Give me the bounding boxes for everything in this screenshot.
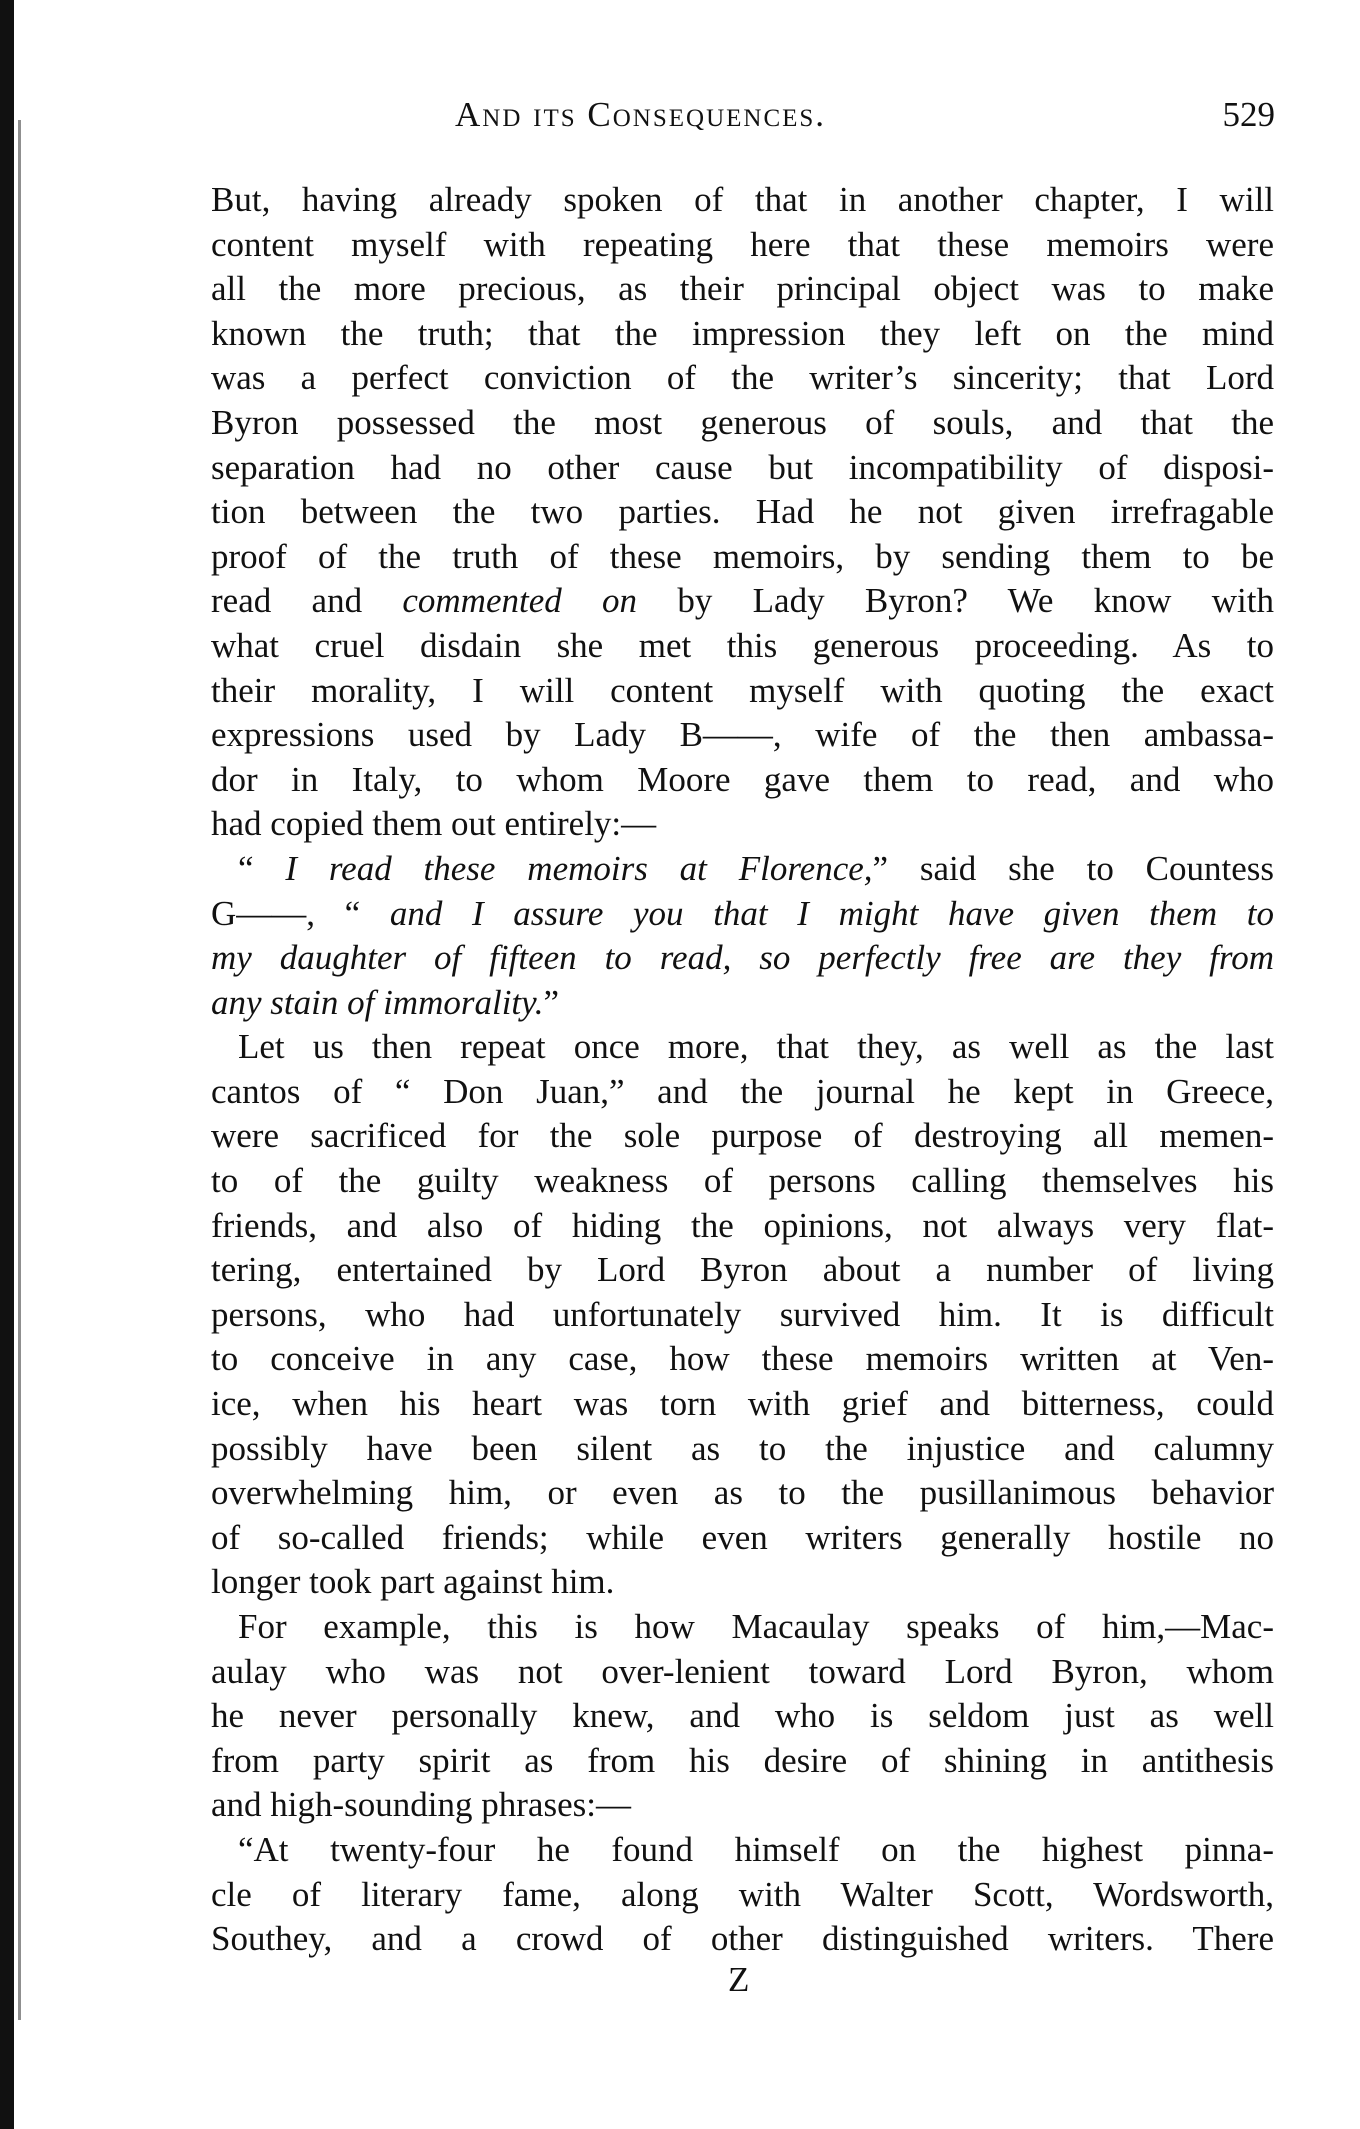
italic-text: I read these memoirs at Florence,: [285, 848, 873, 888]
text-line: [211, 1560, 1274, 1605]
text-segment: friends, and also of hiding the opinions, not always very flat-: [211, 1205, 1274, 1245]
text-segment: from party spirit as from his desire of shining in antithesis: [211, 1740, 1274, 1780]
text-segment: had copied them out entirely:—: [211, 804, 657, 844]
text-segment: persons, who had unfortunately survived him. It is difficult: [211, 1294, 1274, 1334]
text-line: [211, 713, 1274, 758]
text-segment: cle of literary fame, along with Walter Scott, Wordsworth,: [211, 1874, 1274, 1914]
text-line: [211, 1471, 1274, 1516]
text-line: [211, 1114, 1274, 1159]
text-segment: “At twenty-four he found himself on the highest pinna-: [238, 1829, 1274, 1869]
text-line: [211, 1025, 1274, 1070]
text-line: [211, 892, 1274, 937]
text-segment: For example, this is how Macaulay speaks of him,—Mac-: [238, 1607, 1274, 1646]
text-segment: proof of the truth of these memoirs, by sending them to be: [211, 536, 1274, 576]
text-segment: and high-sounding phrases:—: [211, 1785, 631, 1825]
text-line: [211, 178, 1274, 223]
text-line: [211, 1873, 1274, 1918]
text-line: [211, 1159, 1274, 1204]
text-line: [211, 1605, 1274, 1650]
text-line: [211, 1694, 1274, 1739]
text-line: [211, 1337, 1274, 1382]
text-segment: their morality, I will content myself with quoting the exact: [211, 670, 1274, 710]
text-segment: was a perfect conviction of the writer’s sincerity; that Lord: [211, 358, 1274, 398]
text-segment: G——, “: [211, 893, 390, 933]
text-line: [211, 1204, 1274, 1249]
text-segment: tering, entertained by Lord Byron about a number of living: [211, 1250, 1274, 1290]
text-segment: read and: [211, 581, 403, 621]
text-line: [211, 669, 1274, 714]
text-segment: dor in Italy, to whom Moore gave them to read, and who: [211, 759, 1274, 799]
text-line: [211, 1427, 1274, 1472]
italic-text: my daughter of fifteen to read, so perfectly free are they from: [211, 938, 1274, 978]
text-segment: overwhelming him, or even as to the pusillanimous behavior: [211, 1473, 1274, 1513]
text-line: [211, 1739, 1274, 1784]
text-line: [211, 446, 1274, 491]
text-segment: cantos of “ Don Juan,” and the journal he kept in Greece,: [211, 1071, 1274, 1111]
italic-text: and I assure you that I might have given them to: [389, 893, 1274, 933]
text-segment: “: [238, 848, 286, 888]
book-binding-edge: [0, 0, 14, 2129]
text-line: [211, 1248, 1274, 1293]
text-segment: Let us then repeat once more, that they, as well as the last: [238, 1027, 1274, 1067]
text-line: [211, 1516, 1274, 1561]
text-segment: possibly have been silent as to the injustice and calumny: [211, 1428, 1274, 1468]
text-segment: ” said she to Countess: [872, 848, 1275, 888]
text-line: [211, 1917, 1274, 1962]
text-segment: ice, when his heart was torn with grief and bitterness, could: [211, 1384, 1274, 1424]
text-segment: by Lady Byron? We know with: [637, 581, 1274, 621]
text-line: [211, 312, 1274, 357]
text-segment: Southey, and a crowd of other distinguished writers. There: [211, 1919, 1274, 1959]
text-segment: tion between the two parties. Had he not given irrefragable: [211, 492, 1274, 532]
text-line: [211, 401, 1274, 446]
text-segment: to conceive in any case, how these memoirs written at Ven-: [211, 1339, 1274, 1379]
text-line: [211, 579, 1274, 624]
text-line: [211, 1650, 1274, 1695]
text-line: [211, 1783, 1274, 1828]
text-line: [211, 1293, 1274, 1338]
text-line: [211, 490, 1274, 535]
text-line: [211, 1828, 1274, 1873]
text-segment: aulay who was not over-lenient toward Lord Byron, whom: [211, 1651, 1274, 1691]
page-number: 529: [1222, 95, 1275, 134]
italic-text: any stain of immorality.: [211, 982, 544, 1022]
text-line: [211, 267, 1274, 312]
text-segment: known the truth; that the impression they left on the mind: [211, 313, 1274, 353]
book-binding-shadow: [18, 120, 21, 2020]
text-line: [211, 535, 1274, 580]
text-line: [211, 624, 1274, 669]
text-line: [211, 758, 1274, 803]
text-segment: what cruel disdain she met this generous proceeding. As to: [211, 625, 1274, 665]
italic-text: commented on: [402, 581, 638, 621]
text-segment: he never personally knew, and who is seldom just as well: [211, 1696, 1274, 1736]
text-line: [211, 936, 1274, 981]
body-text: [211, 178, 1274, 1962]
text-segment: to of the guilty weakness of persons calling themselves his: [211, 1161, 1274, 1201]
text-segment: ”: [543, 982, 560, 1022]
running-title: And its Consequences.: [455, 95, 827, 134]
text-segment: But, having already spoken of that in another chapter, I will: [211, 180, 1274, 219]
text-segment: longer took part against him.: [211, 1562, 615, 1602]
text-segment: of so-called friends; while even writers generally hostile no: [211, 1517, 1274, 1557]
signature-mark: Z: [728, 1960, 750, 1999]
text-line: [211, 1070, 1274, 1115]
text-segment: separation had no other cause but incompatibility of disposi-: [211, 447, 1274, 487]
text-line: [211, 356, 1274, 401]
text-segment: expressions used by Lady B——, wife of the then ambassa-: [211, 715, 1274, 755]
text-line: [211, 847, 1274, 892]
page-header: [0, 95, 1360, 145]
text-line: [211, 981, 1274, 1026]
text-line: [211, 802, 1274, 847]
text-segment: all the more precious, as their principal object was to make: [211, 269, 1274, 309]
text-segment: were sacrificed for the sole purpose of destroying all memen-: [211, 1116, 1274, 1156]
text-segment: content myself with repeating here that these memoirs were: [211, 224, 1274, 264]
text-line: [211, 223, 1274, 268]
text-line: [211, 1382, 1274, 1427]
text-segment: Byron possessed the most generous of souls, and that the: [211, 402, 1274, 442]
